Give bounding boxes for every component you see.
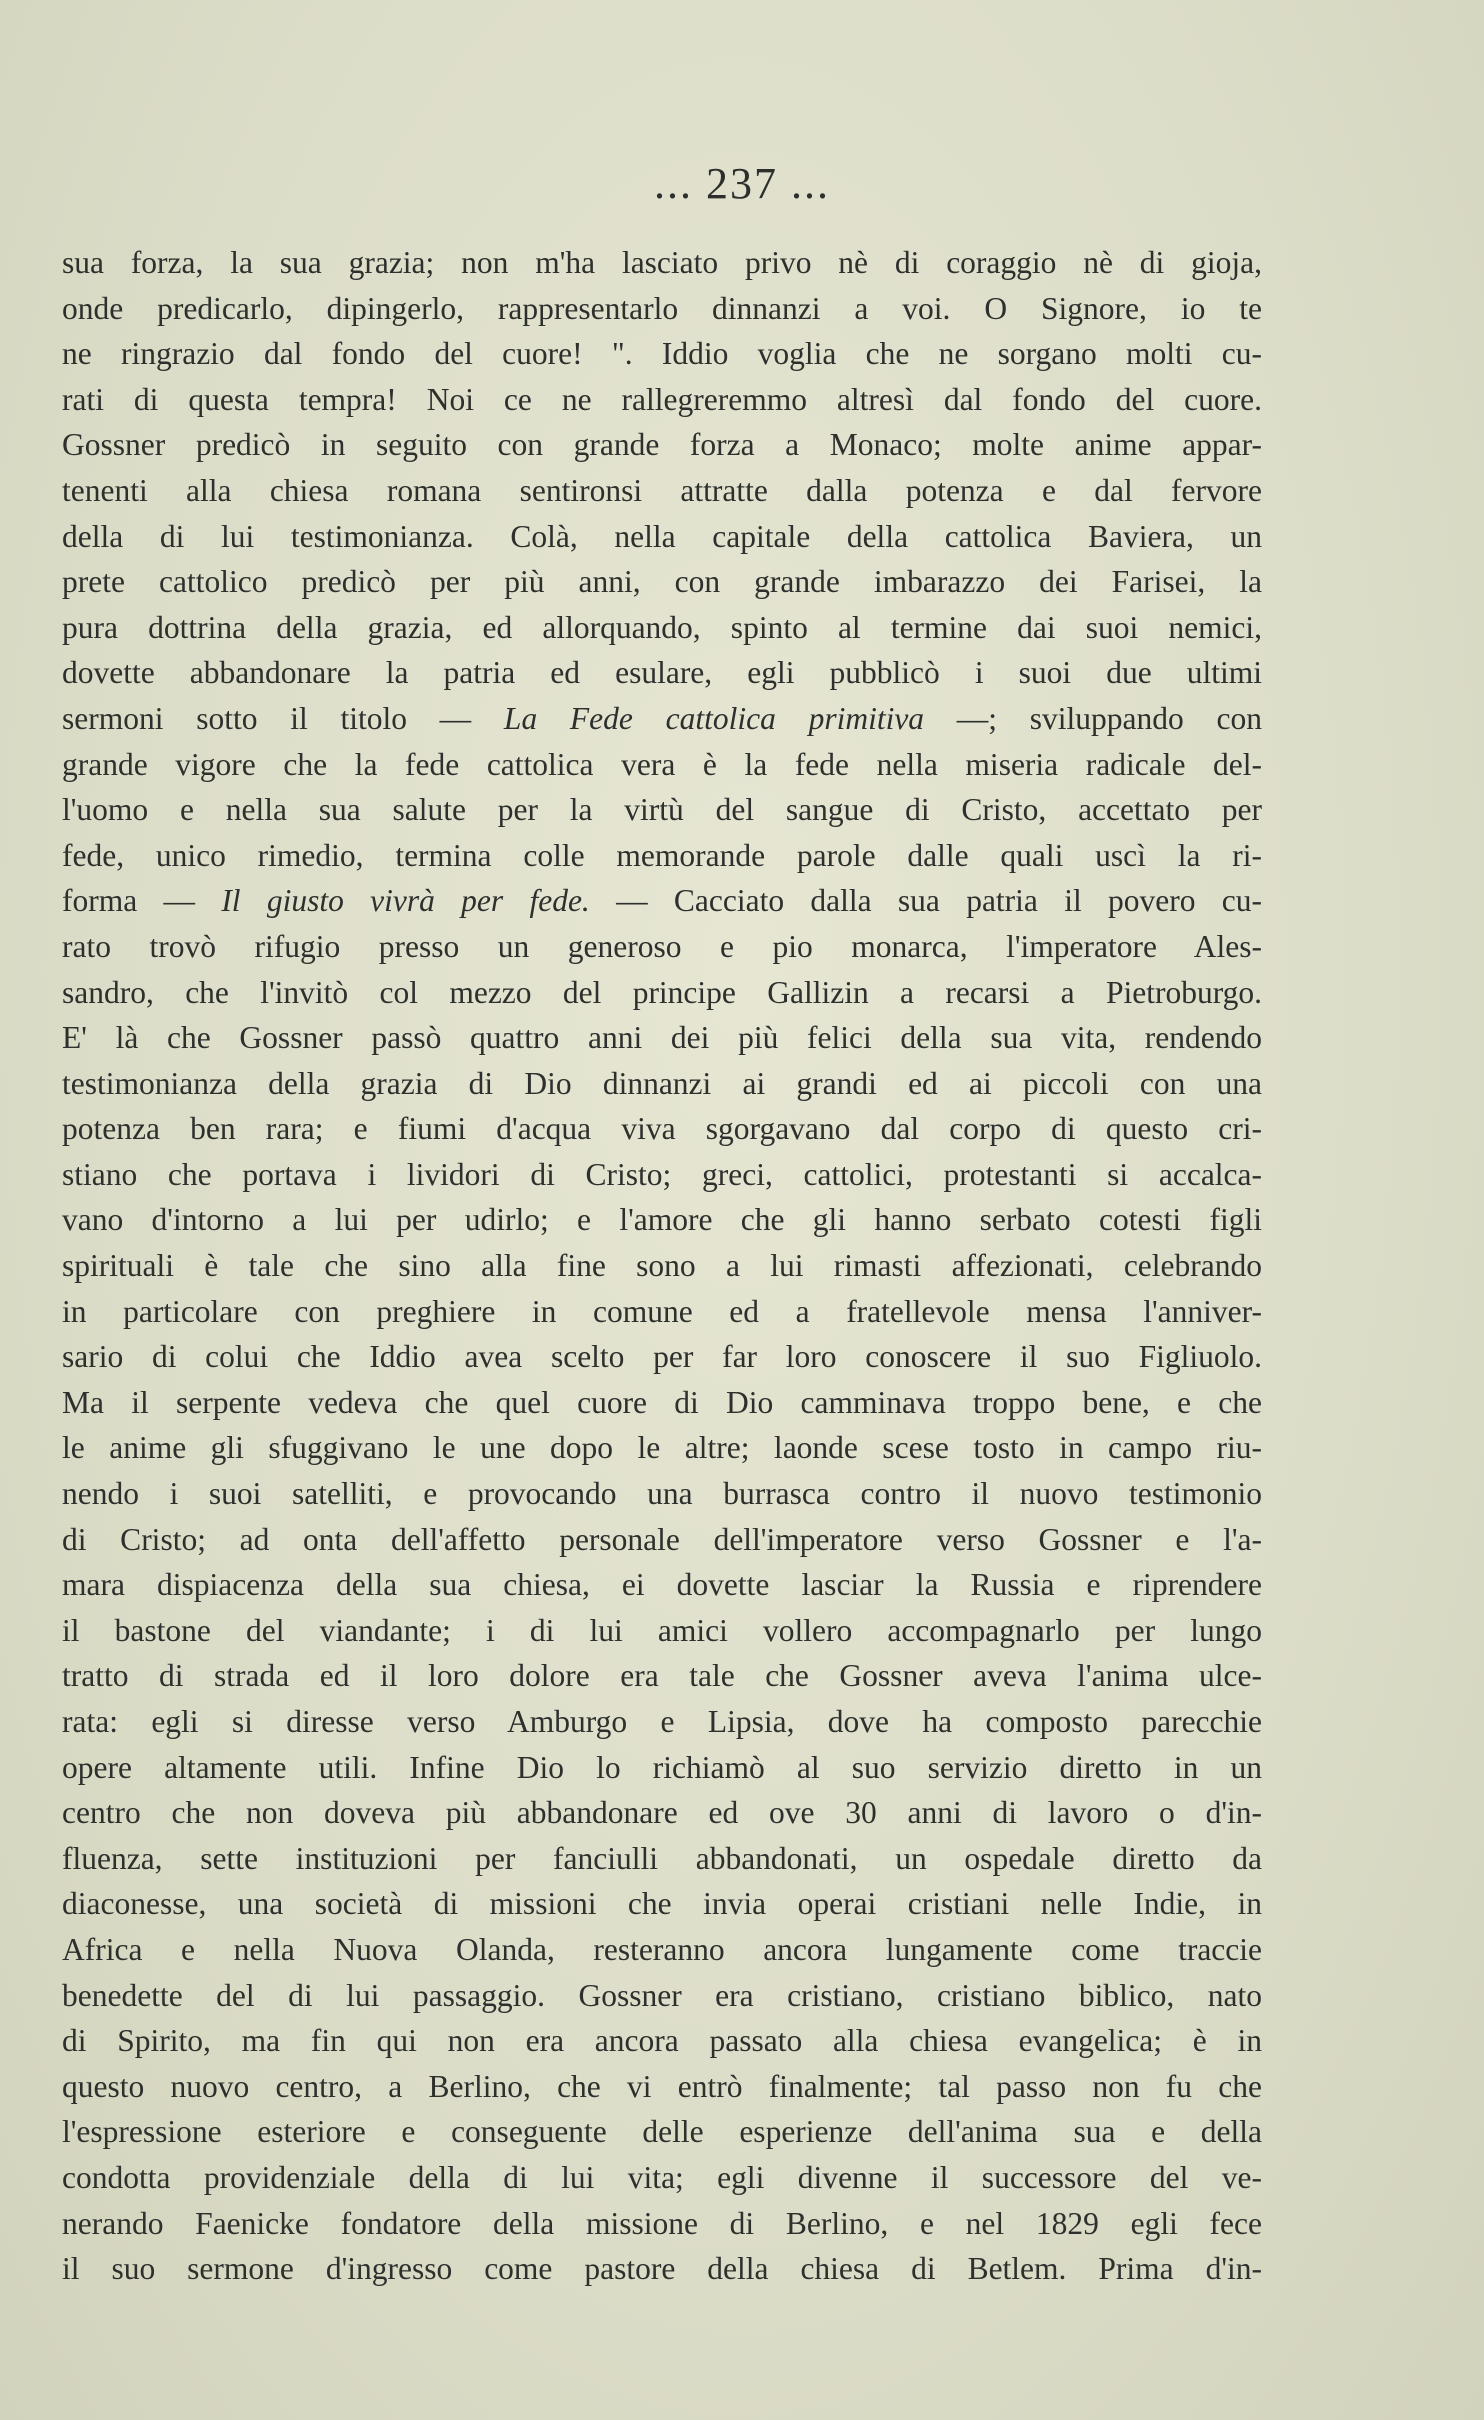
text-line: [62, 1061, 1262, 1107]
line-text: le anime gli sfuggivano le une dopo le altre; laonde scese tosto in campo riu-: [62, 1430, 1262, 1466]
line-text: benedette del di lui passaggio. Gossner era cristiano, cristiano biblico, nato: [62, 1977, 1262, 2013]
line-text: rati di questa tempra! Noi ce ne rallegreremmo altresì dal fondo del cuore.: [62, 381, 1262, 417]
line-text: onde predicarlo, dipingerlo, rappresentarlo dinnanzi a voi. O Signore, io te: [62, 290, 1262, 326]
text-line: [62, 1243, 1262, 1289]
text-line: [62, 1608, 1262, 1654]
line-text: Africa e nella Nuova Olanda, resteranno ancora lungamente come traccie: [62, 1931, 1262, 1967]
text-line: [62, 1425, 1262, 1471]
line-text: potenza ben rara; e fiumi d'acqua viva sgorgavano dal corpo di questo cri-: [62, 1111, 1262, 1147]
text-line: [62, 1881, 1262, 1927]
text-line: [62, 1973, 1262, 2019]
line-text: sua forza, la sua grazia; non m'ha lasciato privo nè di coraggio nè di gioja,: [62, 245, 1262, 280]
text-line: [62, 1197, 1262, 1243]
text-line: [62, 1015, 1262, 1061]
line-text: questo nuovo centro, a Berlino, che vi entrò finalmente; tal passo non fu che: [62, 2068, 1262, 2104]
text-line: [62, 331, 1262, 377]
line-text: mara dispiacenza della sua chiesa, ei dovette lasciar la Russia e riprendere: [62, 1567, 1262, 1603]
line-text: rata: egli si diresse verso Amburgo e Lipsia, dove ha composto parecchie: [62, 1704, 1262, 1739]
line-text: sandro, che l'invitò col mezzo del principe Gallizin a recarsi a Pietroburgo.: [62, 974, 1262, 1010]
line-text: l'espressione esteriore e conseguente delle esperienze dell'anima sua e della: [62, 2114, 1262, 2150]
text-line: [62, 605, 1262, 651]
line-text: della di lui testimonianza. Colà, nella capitale della cattolica Baviera, un: [62, 518, 1262, 554]
line-text: opere altamente utili. Infine Dio lo richiamò al suo servizio diretto in un: [62, 1749, 1262, 1785]
line-text: centro che non doveva più abbandonare ed ove 30 anni di lavoro o d'in-: [62, 1795, 1262, 1831]
line-text: grande vigore che la fede cattolica vera è la fede nella miseria radicale del-: [62, 746, 1262, 782]
text-line: [62, 422, 1262, 468]
line-text: vano d'intorno a lui per udirlo; e l'amore che gli hanno serbato cotesti figli: [62, 1202, 1262, 1238]
text-line: [62, 468, 1262, 514]
text-line: [62, 2018, 1262, 2064]
text-line: [62, 878, 1262, 924]
text-line: [62, 742, 1262, 788]
text-line: [62, 1517, 1262, 1563]
text-line: [62, 833, 1262, 879]
line-text: stiano che portava i lividori di Cristo; greci, cattolici, protestanti si accalca-: [62, 1156, 1262, 1192]
line-text: ne ringrazio dal fondo del cuore! ". Iddio voglia che ne sorgano molti cu-: [62, 336, 1262, 372]
line-text: nerando Faenicke fondatore della missione di Berlino, e nel 1829 egli fece: [62, 2205, 1262, 2241]
line-text: Gossner predicò in seguito con grande forza a Monaco; molte anime appar-: [62, 427, 1262, 463]
line-text: il bastone del viandante; i di lui amici vollero accompagnarlo per lungo: [62, 1612, 1262, 1648]
text-line: [62, 650, 1262, 696]
text-line: [62, 1380, 1262, 1426]
text-line: [62, 970, 1262, 1016]
text-line: [62, 2201, 1262, 2247]
line-text-after: —; sviluppando con: [924, 700, 1262, 736]
line-text: l'uomo e nella sua salute per la virtù del sangue di Cristo, accettato per: [62, 792, 1262, 828]
text-line: [62, 1289, 1262, 1335]
text-line: [62, 1106, 1262, 1152]
text-line: [62, 2155, 1262, 2201]
text-line: [62, 1927, 1262, 1973]
italic-title: Il giusto vivrà per fede.: [221, 883, 590, 919]
body-text: [62, 240, 1262, 2292]
text-line: [62, 1745, 1262, 1791]
italic-title: La Fede cattolica primitiva: [503, 700, 925, 736]
line-text: fluenza, sette instituzioni per fanciulli abbandonati, un ospedale diretto da: [62, 1840, 1262, 1876]
line-text: diaconesse, una società di missioni che invia operai cristiani nelle Indie, in: [62, 1886, 1262, 1922]
text-line: [62, 924, 1262, 970]
text-line: [62, 2246, 1262, 2292]
line-text: nendo i suoi satelliti, e provocando una burrasca contro il nuovo testimonio: [62, 1476, 1262, 1512]
text-line: [62, 377, 1262, 423]
line-text: tratto di strada ed il loro dolore era tale che Gossner aveva l'anima ulce-: [62, 1658, 1262, 1694]
line-text: di Spirito, ma fin qui non era ancora passato alla chiesa evangelica; è in: [62, 2023, 1262, 2059]
text-line: [62, 286, 1262, 332]
text-line: [62, 1699, 1262, 1745]
line-text-after: — Cacciato dalla sua patria il povero cu-: [589, 883, 1262, 919]
line-text: Ma il serpente vedeva che quel cuore di Dio camminava troppo bene, e che: [62, 1384, 1262, 1420]
page-number: ... 237 ...: [654, 159, 830, 208]
line-text: in particolare con preghiere in comune ed a fratellevole mensa l'anniver-: [62, 1293, 1262, 1329]
text-line: [62, 1790, 1262, 1836]
line-text: testimonianza della grazia di Dio dinnanzi ai grandi ed ai piccoli con una: [62, 1065, 1262, 1101]
line-text-before: sermoni sotto il titolo —: [62, 700, 504, 736]
line-text: prete cattolico predicò per più anni, con grande imbarazzo dei Farisei, la: [62, 564, 1262, 600]
line-text: condotta providenziale della di lui vita; egli divenne il successore del ve-: [62, 2159, 1262, 2195]
text-line: [62, 2064, 1262, 2110]
line-text: di Cristo; ad onta dell'affetto personale dell'imperatore verso Gossner e l'a-: [62, 1521, 1262, 1557]
line-text: pura dottrina della grazia, ed allorquando, spinto al termine dai suoi nemici,: [62, 609, 1262, 645]
text-line: [62, 1152, 1262, 1198]
text-line: [62, 559, 1262, 605]
line-text: sario di colui che Iddio avea scelto per far loro conoscere il suo Figliuolo.: [62, 1339, 1262, 1375]
line-text-before: forma —: [62, 883, 222, 919]
text-line: [62, 2109, 1262, 2155]
text-line: [62, 1836, 1262, 1882]
text-line: [62, 1653, 1262, 1699]
line-text: E' là che Gossner passò quattro anni dei più felici della sua vita, rendendo: [62, 1020, 1262, 1056]
text-line: [62, 514, 1262, 560]
line-text: spirituali è tale che sino alla fine sono a lui rimasti affezionati, celebrando: [62, 1248, 1262, 1284]
text-line: [62, 1334, 1262, 1380]
text-line: [62, 240, 1262, 286]
text-line: [62, 1471, 1262, 1517]
line-text: il suo sermone d'ingresso come pastore della chiesa di Betlem. Prima d'in-: [62, 2251, 1262, 2287]
line-text: dovette abbandonare la patria ed esulare, egli pubblicò i suoi due ultimi: [62, 655, 1262, 691]
text-line: [62, 1562, 1262, 1608]
text-line: [62, 787, 1262, 833]
text-line: [62, 696, 1262, 742]
line-text: rato trovò rifugio presso un generoso e pio monarca, l'imperatore Ales-: [62, 928, 1262, 964]
line-text: tenenti alla chiesa romana sentironsi attratte dalla potenza e dal fervore: [62, 472, 1262, 508]
line-text: fede, unico rimedio, termina colle memorande parole dalle quali uscì la ri-: [62, 837, 1262, 873]
